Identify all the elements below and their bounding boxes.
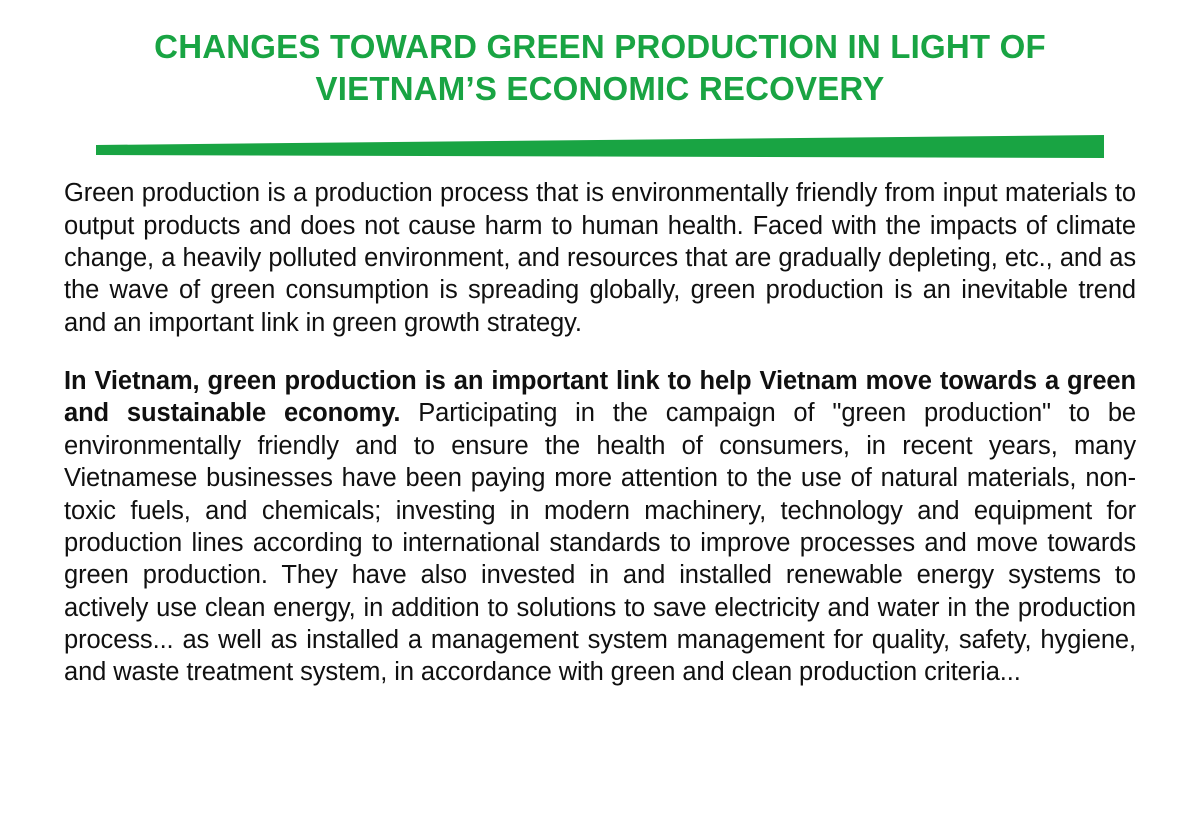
green-tapered-divider — [0, 121, 1200, 165]
paragraph-2-lead: In Vietnam, green production is an important link to help Vietnam move towards a green and sustainable economy. — [64, 367, 1136, 428]
article-body — [0, 165, 1200, 689]
page-title-line-2: VIETNAM’S ECONOMIC RECOVERY — [315, 69, 885, 107]
paragraph-2 — [64, 365, 1136, 689]
paragraph-2-text: Participating in the campaign of "green production" to be environmentally friendly and to ensure the health of consumers, in recent years, many Vietnamese businesses have been paying more attention to the use of natural materials, non-toxic fuels, and chemicals; investing in modern machinery, technology and equipment for production lines according to international standards to improve processes and move towards green production. They have also invested in and installed renewable energy systems to actively use clean energy, in addition to solutions to save electricity and water in the production process... as well as installed a management system management for quality, safety, hygiene, and waste treatment system, in accordance with green and clean production criteria... — [64, 399, 1137, 687]
paragraph-1: Green production is a production process that is environmentally friendly from input materials to output products and does not cause harm to human health. Faced with the impacts of climate change, a heavily polluted environment, and resources that are gradually depleting, etc., and as the wave of green consumption is spreading globally, green production is an inevitable trend and an important link in green growth strategy. — [64, 179, 1136, 337]
page-title — [0, 0, 1200, 109]
page-title-line-1: CHANGES TOWARD GREEN PRODUCTION IN LIGHT OF — [154, 28, 1046, 65]
